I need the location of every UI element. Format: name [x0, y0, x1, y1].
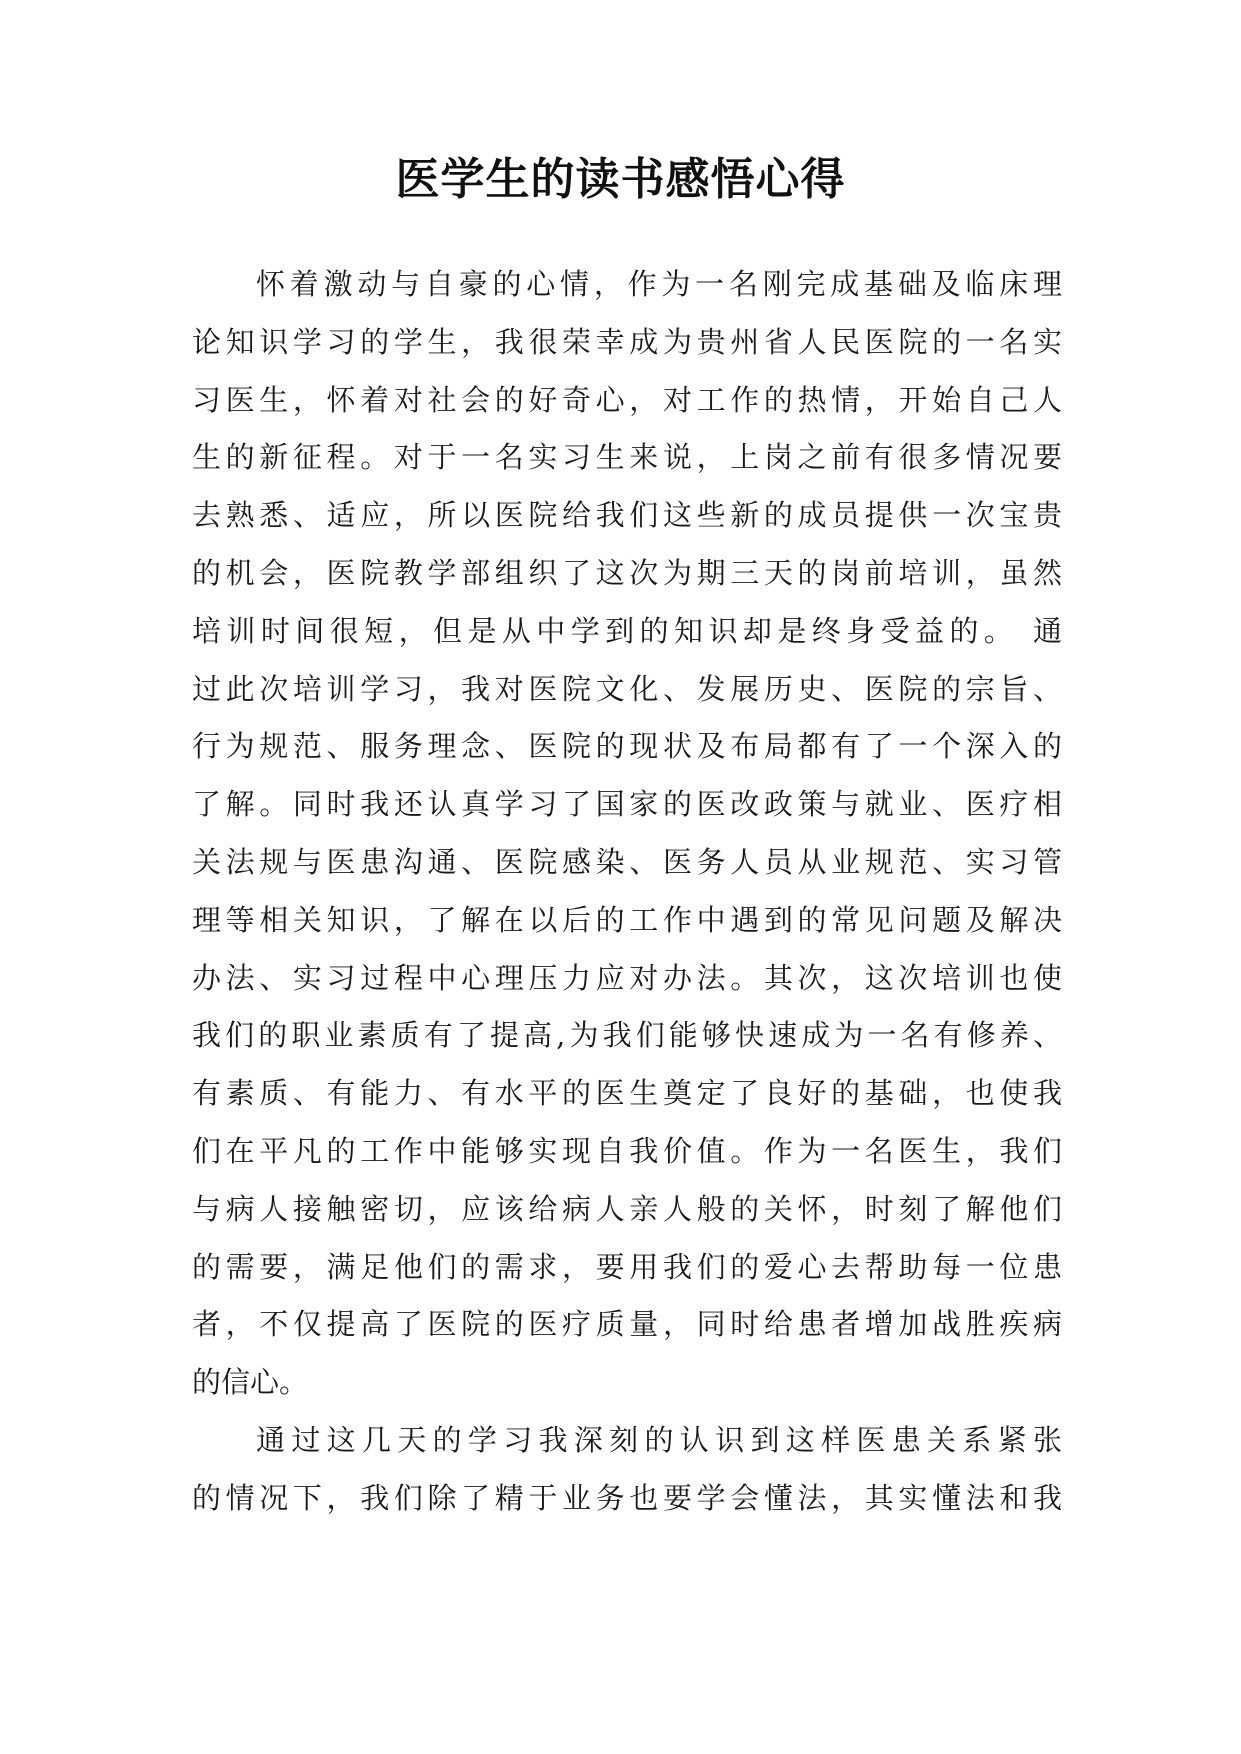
text-line: 与病人接触密切，应该给病人亲人般的关怀，时刻了解他们	[192, 1191, 1062, 1226]
text-line: 怀着激动与自豪的心情，作为一名刚完成基础及临床理	[256, 267, 1062, 301]
text-line: 论知识学习的学生，我很荣幸成为贵州省人民医院的一名实	[192, 324, 1062, 359]
text-line: 办法、实习过程中心理压力应对办法。其次，这次培训也使	[192, 960, 1062, 995]
text-line: 理等相关知识，了解在以后的工作中遇到的常见问题及解决	[192, 902, 1062, 937]
text-line: 的情况下，我们除了精于业务也要学会懂法，其实懂法和我	[192, 1480, 1062, 1515]
text-line: 的信心。	[192, 1365, 309, 1400]
document-title: 医学生的读书感悟心得	[395, 154, 846, 205]
text-line: 有素质、有能力、有水平的医生奠定了良好的基础，也使我	[192, 1076, 1062, 1111]
text-line: 通过这几天的学习我深刻的认识到这样医患关系紧张	[256, 1422, 1062, 1457]
text-line: 了解。同时我还认真学习了国家的医改政策与就业、医疗相	[192, 787, 1062, 822]
text-line: 者，不仅提高了医院的医疗质量，同时给患者增加战胜疾病	[192, 1307, 1062, 1342]
text-line: 的机会，医院教学部组织了这次为期三天的岗前培训，虽然	[192, 555, 1062, 590]
text-line: 去熟悉、适应，所以医院给我们这些新的成员提供一次宝贵	[192, 498, 1062, 533]
document-body	[192, 256, 1062, 1528]
text-line: 行为规范、服务理念、医院的现状及布局都有了一个深入的	[192, 729, 1062, 764]
text-line: 培训时间很短，但是从中学到的知识却是终身受益的。 通	[192, 613, 1062, 648]
text-line: 的需要，满足他们的需求，要用我们的爱心去帮助每一位患	[192, 1249, 1062, 1284]
text-line: 我们的职业素质有了提高,为我们能够快速成为一名有修养、	[192, 1018, 1062, 1053]
text-line: 生的新征程。对于一名实习生来说，上岗之前有很多情况要	[192, 440, 1062, 475]
text-line: 过此次培训学习，我对医院文化、发展历史、医院的宗旨、	[192, 671, 1062, 706]
text-line: 们在平凡的工作中能够实现自我价值。作为一名医生，我们	[192, 1133, 1062, 1168]
text-line: 习医生，怀着对社会的好奇心，对工作的热情，开始自己人	[192, 382, 1062, 417]
text-line: 关法规与医患沟通、医院感染、医务人员从业规范、实习管	[192, 844, 1062, 879]
